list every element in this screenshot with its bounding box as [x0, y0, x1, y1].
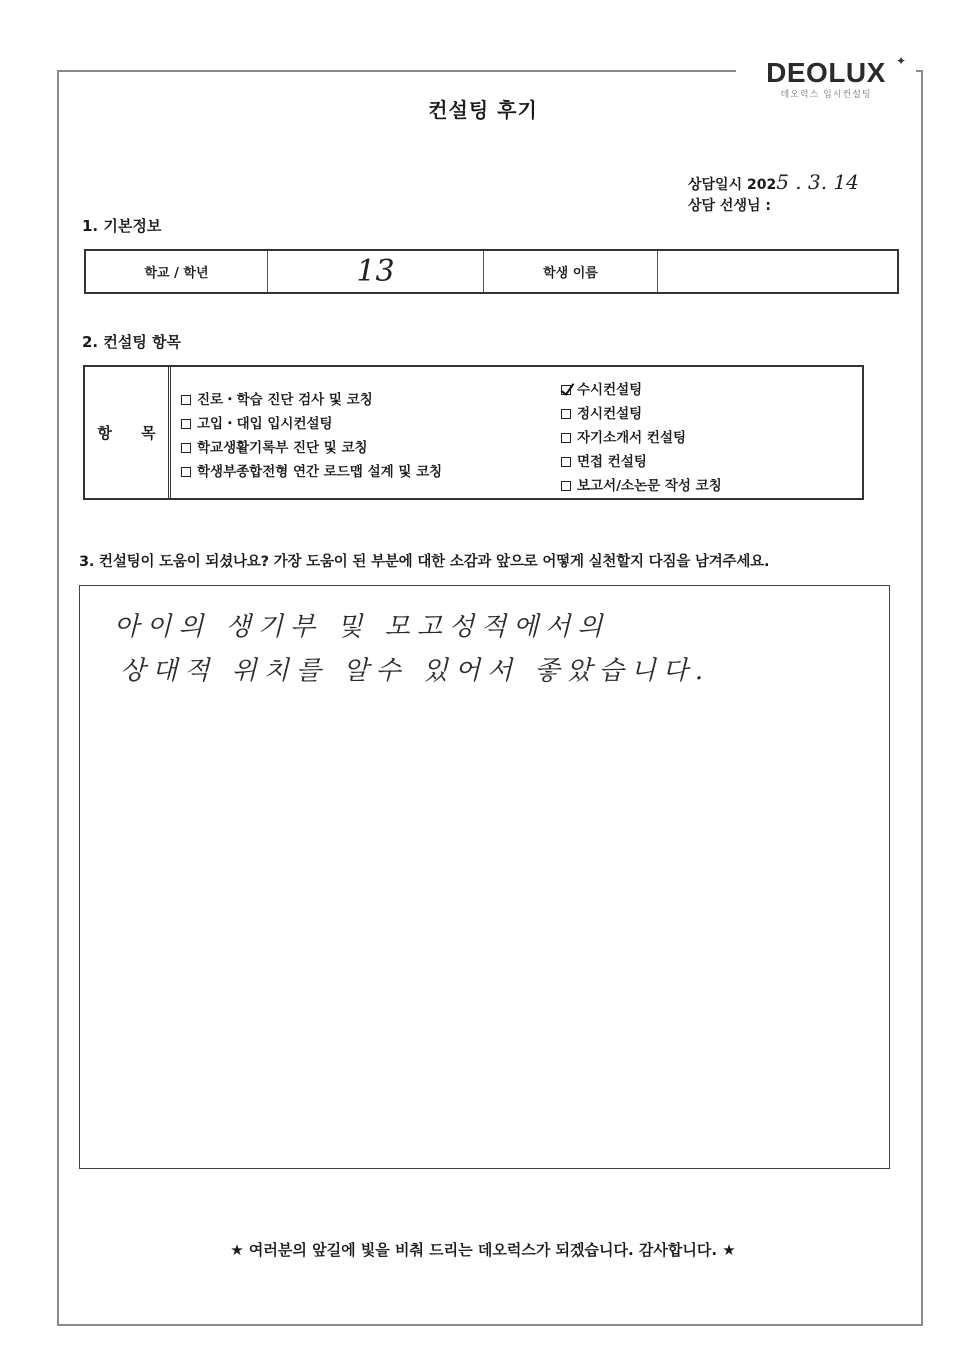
- item-label: 학생부종합전형 연간 로드맵 설계 및 코칭: [197, 464, 443, 480]
- item-label: 학교생활기록부 진단 및 코칭: [197, 440, 368, 456]
- consulting-items-table: [83, 365, 864, 500]
- checkbox[interactable]: [181, 443, 191, 453]
- checkbox[interactable]: [561, 481, 571, 491]
- checkbox-checked[interactable]: [561, 385, 571, 395]
- item-regular-admission[interactable]: [561, 402, 642, 422]
- item-label: 면접 컨설팅: [577, 454, 647, 470]
- logo-subtitle: 데오럭스 입시컨설팅: [780, 90, 872, 100]
- item-label: 진로・학습 진단 검사 및 코칭: [197, 392, 373, 408]
- item-report-coaching[interactable]: [561, 474, 722, 494]
- footer-message: ★ 여러분의 앞길에 빛을 비춰 드리는 데오럭스가 되겠습니다. 감사합니다. ★: [230, 1241, 736, 1259]
- section-basic-info-title: 1. 기본정보: [82, 217, 162, 235]
- item-label: 보고서/소논문 작성 코칭: [577, 478, 722, 494]
- consult-teacher: [688, 195, 771, 215]
- item-label: 수시컨설팅: [577, 382, 643, 398]
- item-label: 고입・대입 입시컨설팅: [197, 416, 333, 432]
- checkbox[interactable]: [561, 457, 571, 467]
- student-name-label: 학생 이름: [484, 251, 658, 292]
- feedback-question: 3. 컨설팅이 도움이 되셨나요? 가장 도움이 된 부분에 대한 소감과 앞으로 어떻게 실천할지 다짐을 남겨주세요.: [79, 554, 770, 570]
- item-label: 자기소개서 컨설팅: [577, 430, 687, 446]
- item-admission-consulting[interactable]: [181, 412, 333, 432]
- answer-line: 아이의 생기부 및 모고성적에서의: [114, 612, 610, 642]
- school-grade-label: 학교 / 학년: [86, 251, 268, 292]
- date-value[interactable]: 5 . 3. 14: [776, 170, 859, 194]
- basic-info-table: [84, 249, 899, 294]
- item-early-admission[interactable]: [561, 378, 642, 398]
- school-grade-value[interactable]: [268, 251, 484, 292]
- item-career-diagnosis[interactable]: [181, 388, 373, 408]
- section-items-title: 2. 컨설팅 항목: [82, 333, 182, 351]
- checkbox[interactable]: [181, 395, 191, 405]
- item-record-diagnosis[interactable]: [181, 436, 368, 456]
- item-interview[interactable]: [561, 450, 647, 470]
- feedback-answer-box[interactable]: [79, 585, 890, 1169]
- student-name-value[interactable]: [658, 251, 897, 292]
- logo-wordmark: DEOLUX: [766, 57, 886, 88]
- school-grade-handwriting: 13: [356, 254, 395, 289]
- checkbox[interactable]: [181, 467, 191, 477]
- teacher-label: 상담 선생님 :: [688, 198, 771, 214]
- consult-date: [688, 170, 859, 194]
- star-icon: ✦: [896, 54, 907, 68]
- items-head: 항 목: [85, 367, 171, 498]
- checkbox[interactable]: [561, 409, 571, 419]
- checkbox[interactable]: [181, 419, 191, 429]
- items-body: [171, 367, 862, 498]
- item-personal-statement[interactable]: [561, 426, 686, 446]
- item-roadmap[interactable]: [181, 460, 442, 480]
- date-label: 상담일시 202: [688, 177, 777, 193]
- answer-line: 상대적 위치를 알수 있어서 좋았습니다.: [120, 656, 711, 686]
- checkbox[interactable]: [561, 433, 571, 443]
- item-label: 정시컨설팅: [577, 406, 643, 422]
- page-title: 컨설팅 후기: [428, 98, 538, 122]
